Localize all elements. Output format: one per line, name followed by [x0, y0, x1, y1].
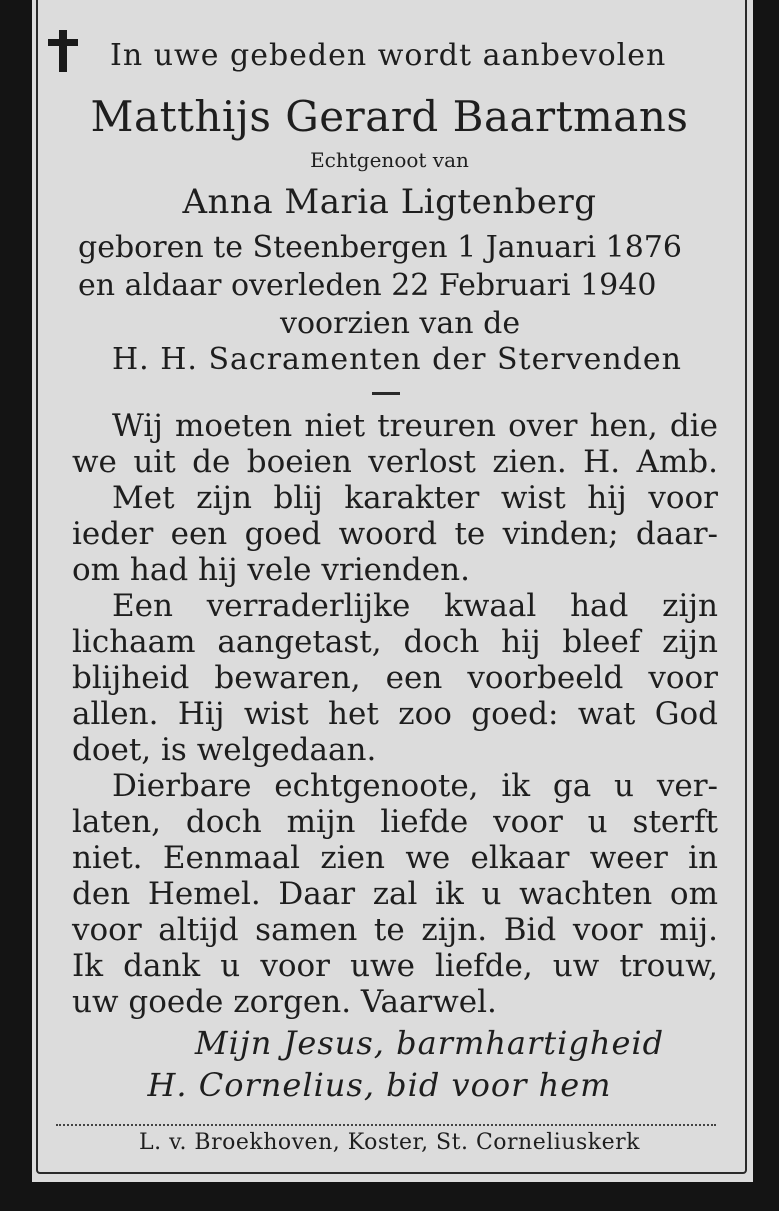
body-line: om had hij vele vrienden.: [72, 552, 470, 588]
body-line: Met zijn blij karakter wist hij voor: [112, 480, 718, 516]
divider: [372, 392, 400, 395]
body-line: ieder een goed woord te vinden; daar-: [72, 516, 718, 552]
body-line: doet, is welgedaan.: [72, 732, 377, 768]
body-line: Een verraderlijke kwaal had zijn: [112, 588, 718, 624]
body-line: laten, doch mijn liefde voor u sterft: [72, 804, 718, 840]
body-line: blijheid bewaren, een voorbeeld voor: [72, 660, 718, 696]
body-line: voor altijd samen te zijn. Bid voor mij.: [72, 912, 718, 948]
body-line: allen. Hij wist het zoo goed: wat God: [72, 696, 718, 732]
sacraments-line-2: H. H. Sacramenten der Stervenden: [112, 342, 682, 377]
body-line: we uit de boeien verlost zien. H. Amb.: [72, 444, 718, 480]
spouse-name: Anna Maria Ligtenberg: [182, 182, 597, 222]
closing-prayer-2: H. Cornelius, bid voor hem: [147, 1066, 612, 1104]
death-line: en aldaar overleden 22 Februari 1940: [78, 268, 657, 303]
body-text: [72, 408, 718, 1020]
deceased-name: Matthijs Gerard Baartmans: [90, 92, 689, 141]
closing-prayer-1: Mijn Jesus, barmhartigheid: [194, 1024, 665, 1062]
body-line: niet. Eenmaal zien we elkaar weer in: [72, 840, 718, 876]
birth-line: geboren te Steenbergen 1 Januari 1876: [78, 230, 682, 265]
dotted-rule: [56, 1124, 716, 1126]
body-line: Dierbare echtgenoote, ik ga u ver-: [112, 768, 718, 804]
body-line: den Hemel. Daar zal ik u wachten om: [72, 876, 718, 912]
header-text: In uwe gebeden wordt aanbevolen: [110, 38, 667, 73]
sacraments-line-1: voorzien van de: [280, 306, 521, 341]
body-line: lichaam aangetast, doch hij bleef zijn: [72, 624, 718, 660]
body-line: uw goede zorgen. Vaarwel.: [72, 984, 497, 1020]
spouse-label: Echtgenoot van: [310, 148, 469, 172]
body-line: Wij moeten niet treuren over hen, die: [112, 408, 718, 444]
printer-credit: L. v. Broekhoven, Koster, St. Corneliuskerk: [139, 1130, 640, 1155]
cross-icon: [48, 30, 78, 72]
body-line: Ik dank u voor uwe liefde, uw trouw,: [72, 948, 718, 984]
